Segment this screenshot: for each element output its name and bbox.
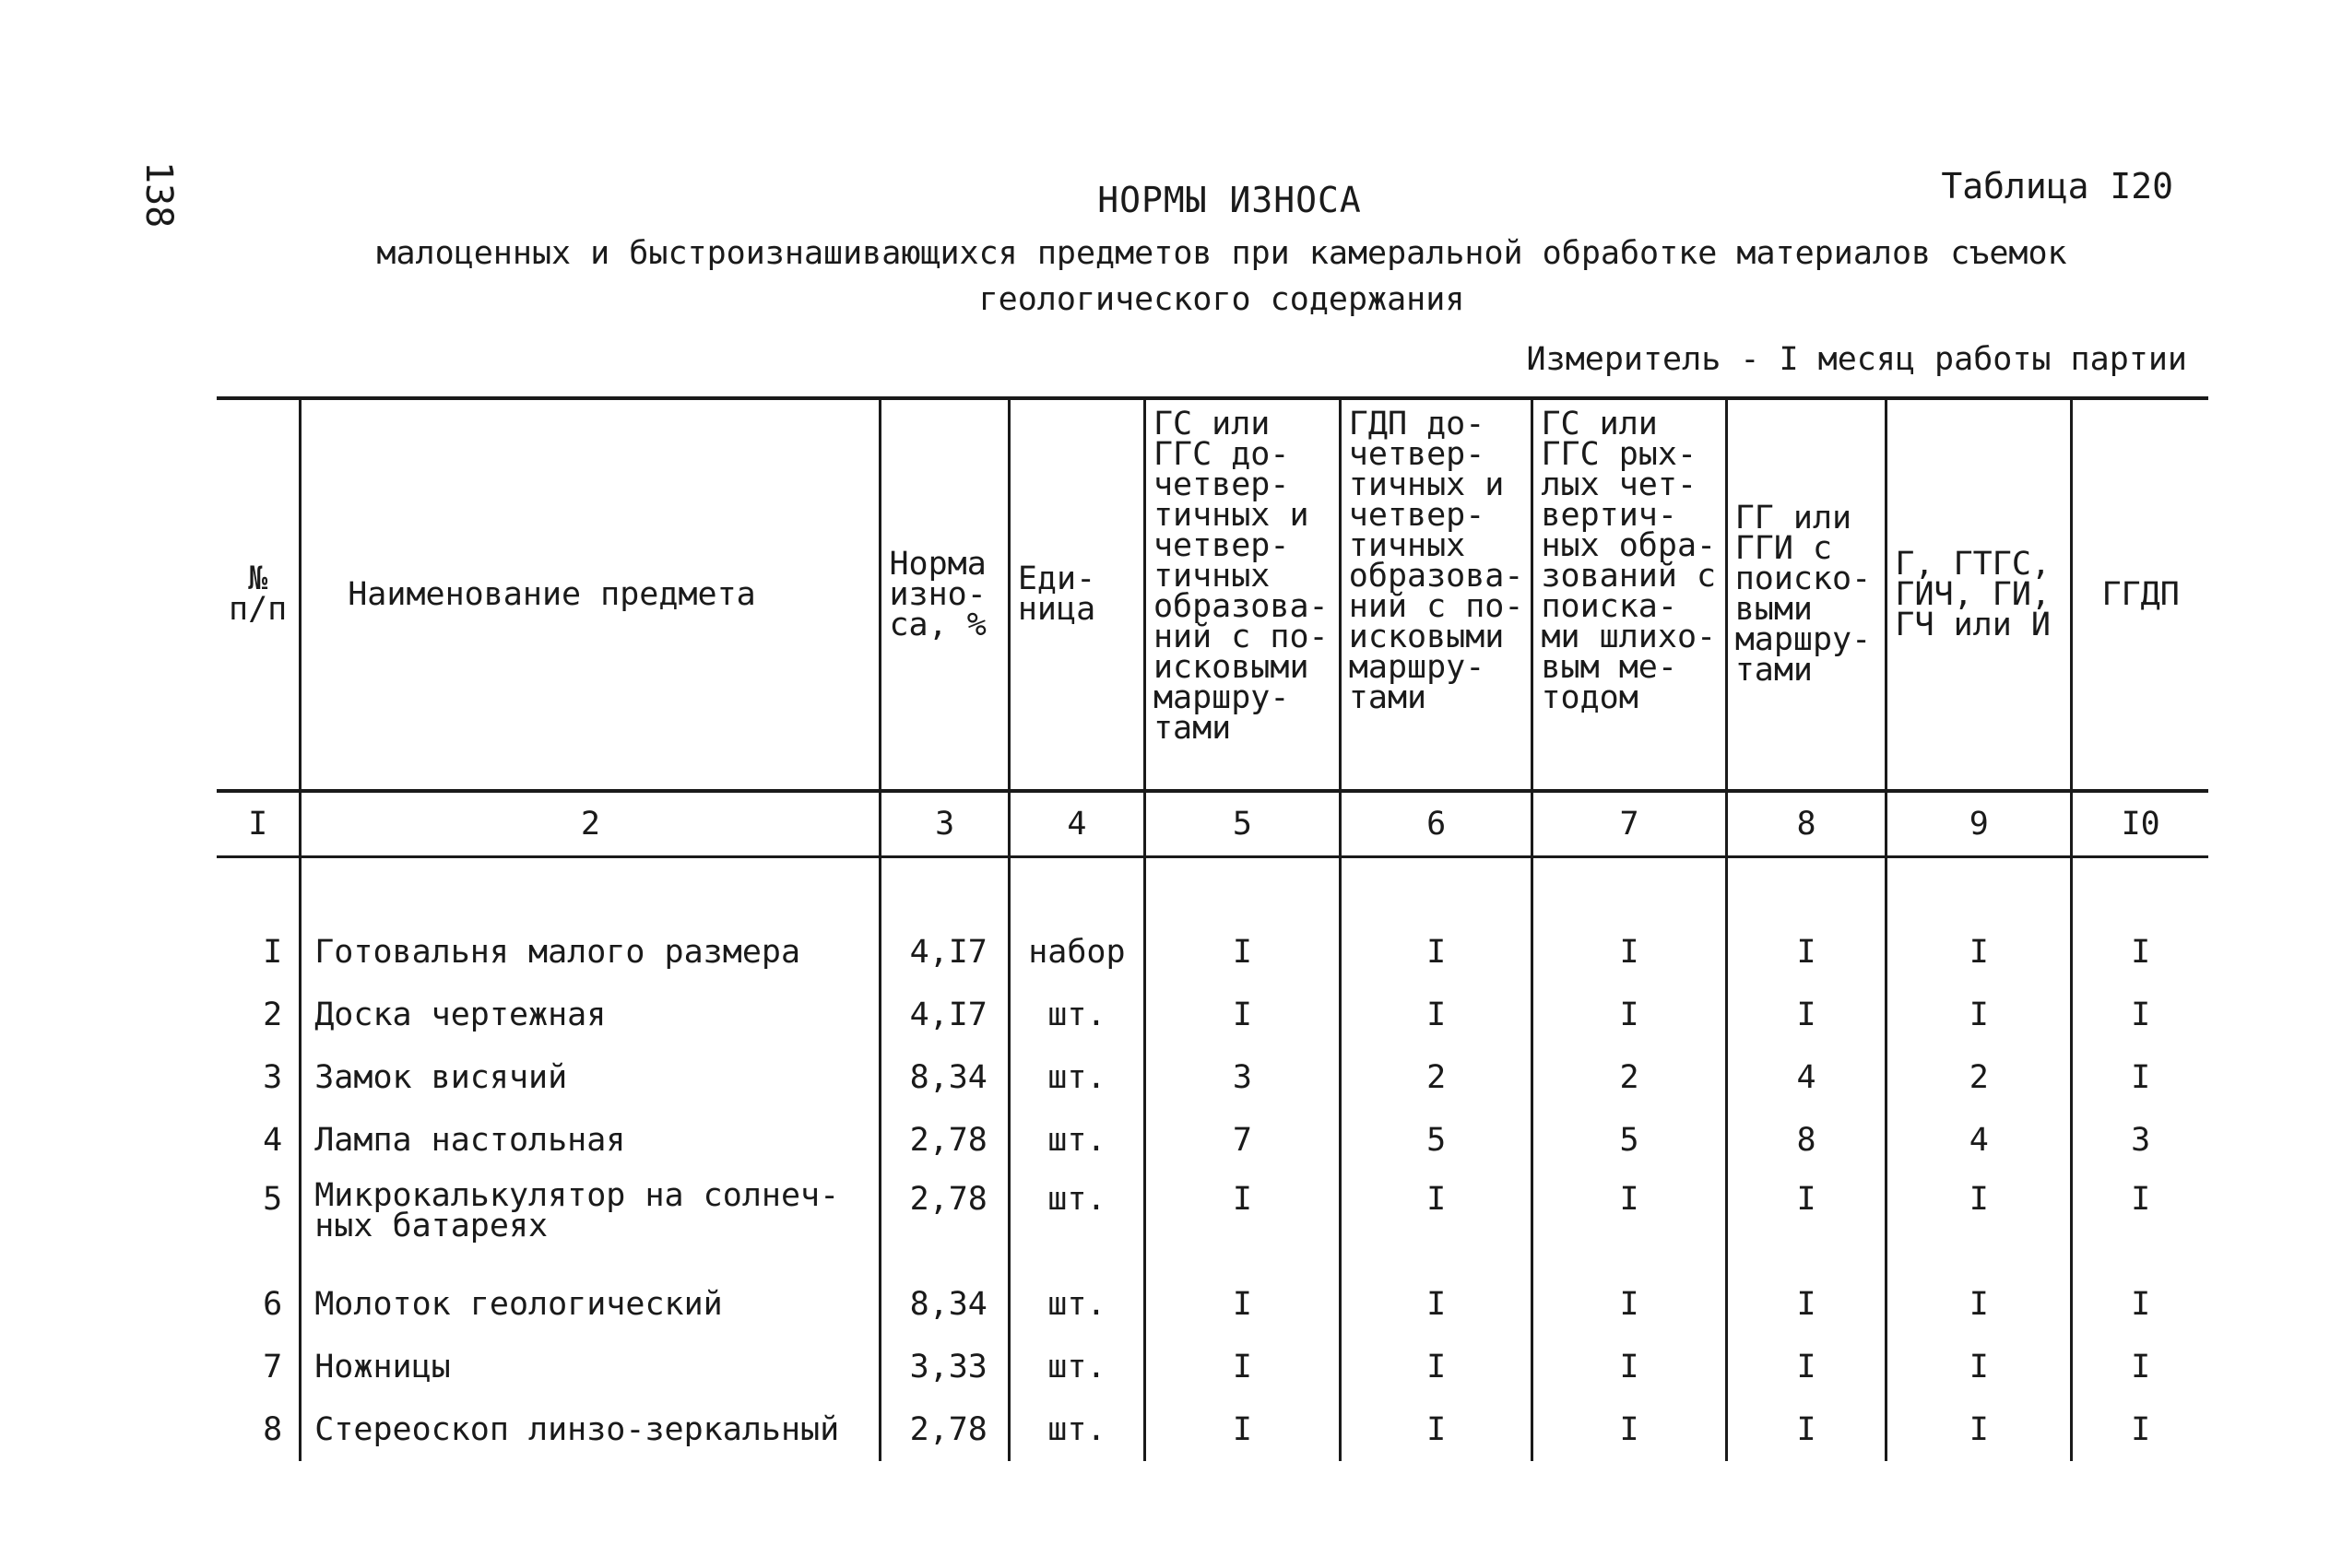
unit: шт.: [1009, 1336, 1144, 1398]
header-col-9: Г, ГТГС, ГИЧ, ГИ, ГЧ или И: [1886, 398, 2072, 791]
value-col-8: I: [1726, 1398, 1886, 1461]
header-num: № п/п: [217, 398, 301, 791]
value-col-5: I: [1144, 1273, 1340, 1336]
item-name: Готовальня малого размера: [301, 921, 881, 984]
header-name: Наименование предмета: [301, 398, 881, 791]
value-col-8: 4: [1726, 1046, 1886, 1109]
subtitle-line-2: геологического содержания: [978, 281, 1465, 318]
value-col-9: I: [1886, 921, 2072, 984]
column-number: 5: [1144, 791, 1340, 857]
value-col-5: 3: [1144, 1046, 1340, 1109]
value-col-6: I: [1340, 1273, 1532, 1336]
column-number: 9: [1886, 791, 2072, 857]
value-col-9: I: [1886, 1336, 2072, 1398]
unit: шт.: [1009, 1046, 1144, 1109]
table-row: [217, 1046, 2208, 1109]
value-col-5: I: [1144, 1172, 1340, 1273]
wear-norm: 2,78: [881, 1172, 1009, 1273]
wear-norm: 2,78: [881, 1398, 1009, 1461]
column-number: 8: [1726, 791, 1886, 857]
value-col-6: I: [1340, 1336, 1532, 1398]
document-subtitle: [369, 230, 2075, 323]
value-col-6: I: [1340, 921, 1532, 984]
value-col-9: 4: [1886, 1109, 2072, 1172]
wear-norm: 4,I7: [881, 921, 1009, 984]
spacer-row: [217, 857, 2208, 922]
value-col-10: I: [2072, 921, 2208, 984]
item-name: Ножницы: [301, 1336, 881, 1398]
header-unit: Еди- ница: [1009, 398, 1144, 791]
value-col-5: 7: [1144, 1109, 1340, 1172]
value-col-5: I: [1144, 1336, 1340, 1398]
value-col-5: I: [1144, 921, 1340, 984]
value-col-10: 3: [2072, 1109, 2208, 1172]
value-col-7: 5: [1532, 1109, 1726, 1172]
value-col-7: I: [1532, 1336, 1726, 1398]
header-row: [217, 398, 2208, 791]
row-number: 7: [263, 1349, 283, 1385]
wear-norm: 8,34: [881, 1273, 1009, 1336]
value-col-10: I: [2072, 1336, 2208, 1398]
unit: набор: [1009, 921, 1144, 984]
value-col-7: 2: [1532, 1046, 1726, 1109]
header-col-6: ГДП до- четвер- тичных и четвер- тичных образова- ний с по- исковыми маршру- тами: [1340, 398, 1532, 791]
value-col-7: I: [1532, 1172, 1726, 1273]
value-col-7: I: [1532, 1398, 1726, 1461]
unit: шт.: [1009, 1172, 1144, 1273]
column-number: I: [217, 791, 301, 857]
item-name: Стереоскоп линзо-зеркальный: [301, 1398, 881, 1461]
column-number: 7: [1532, 791, 1726, 857]
value-col-6: I: [1340, 984, 1532, 1046]
value-col-9: 2: [1886, 1046, 2072, 1109]
value-col-10: I: [2072, 1046, 2208, 1109]
column-number: 2: [301, 791, 881, 857]
unit: шт.: [1009, 1398, 1144, 1461]
header-col-5: ГС или ГГС до- четвер- тичных и четвер- тичных образова- ний с по- исковыми маршру- тами: [1144, 398, 1340, 791]
item-name: Лампа настольная: [301, 1109, 881, 1172]
value-col-9: I: [1886, 984, 2072, 1046]
column-number: 6: [1340, 791, 1532, 857]
column-number: 4: [1009, 791, 1144, 857]
row-number: 8: [263, 1411, 283, 1448]
table-row: [217, 921, 2208, 984]
header-norm: Норма изно- са, %: [881, 398, 1009, 791]
value-col-7: I: [1532, 984, 1726, 1046]
value-col-8: I: [1726, 1273, 1886, 1336]
value-col-10: I: [2072, 1273, 2208, 1336]
wear-norm: 4,I7: [881, 984, 1009, 1046]
value-col-9: I: [1886, 1172, 2072, 1273]
table-row: [217, 1336, 2208, 1398]
value-col-8: I: [1726, 984, 1886, 1046]
wear-norm: 3,33: [881, 1336, 1009, 1398]
row-number: 4: [263, 1122, 283, 1159]
row-number: 6: [263, 1286, 283, 1323]
unit: шт.: [1009, 1109, 1144, 1172]
value-col-7: I: [1532, 921, 1726, 984]
value-col-9: I: [1886, 1398, 2072, 1461]
table-row: [217, 1398, 2208, 1461]
value-col-6: I: [1340, 1398, 1532, 1461]
value-col-8: I: [1726, 921, 1886, 984]
table-row: [217, 984, 2208, 1046]
value-col-10: I: [2072, 984, 2208, 1046]
unit: шт.: [1009, 1273, 1144, 1336]
subtitle-line-1: малоценных и быстроизнашивающихся предметов при камеральной обработке материалов съемок: [376, 235, 2067, 272]
table-row: [217, 1172, 2208, 1273]
value-col-6: 5: [1340, 1109, 1532, 1172]
table-label: Таблица I20: [1941, 166, 2173, 206]
value-col-8: 8: [1726, 1109, 1886, 1172]
page-number: 138: [137, 161, 180, 229]
value-col-6: I: [1340, 1172, 1532, 1273]
row-number: 5: [263, 1181, 283, 1218]
row-number: 2: [263, 996, 283, 1033]
value-col-9: I: [1886, 1273, 2072, 1336]
column-number: 3: [881, 791, 1009, 857]
value-col-8: I: [1726, 1336, 1886, 1398]
wear-norm: 8,34: [881, 1046, 1009, 1109]
row-number: I: [263, 934, 283, 971]
document-title: НОРМЫ ИЗНОСА: [1097, 180, 1362, 220]
value-col-10: I: [2072, 1398, 2208, 1461]
value-col-5: I: [1144, 984, 1340, 1046]
item-name: Микрокалькулятор на солнеч- ных батареях: [301, 1172, 881, 1273]
header-col-10: ГГДП: [2072, 398, 2208, 791]
value-col-6: 2: [1340, 1046, 1532, 1109]
header-col-8: ГГ или ГГИ с поиско- выми маршру- тами: [1726, 398, 1886, 791]
header-col-7: ГС или ГГС рых- лых чет- вертич- ных обра- зований с поиска- ми шлихо- вым ме- тодом: [1532, 398, 1726, 791]
item-name: Замок висячий: [301, 1046, 881, 1109]
value-col-5: I: [1144, 1398, 1340, 1461]
wear-norms-table: [217, 396, 2208, 1461]
column-number: I0: [2072, 791, 2208, 857]
row-number: 3: [263, 1059, 283, 1096]
value-col-10: I: [2072, 1172, 2208, 1273]
value-col-7: I: [1532, 1273, 1726, 1336]
value-col-8: I: [1726, 1172, 1886, 1273]
measurement-unit-note: Измеритель - I месяц работы партии: [1526, 341, 2187, 378]
table-row: [217, 1273, 2208, 1336]
item-name: Доска чертежная: [301, 984, 881, 1046]
column-number-row: [217, 791, 2208, 857]
item-name: Молоток геологический: [301, 1273, 881, 1336]
unit: шт.: [1009, 984, 1144, 1046]
wear-norm: 2,78: [881, 1109, 1009, 1172]
table-row: [217, 1109, 2208, 1172]
